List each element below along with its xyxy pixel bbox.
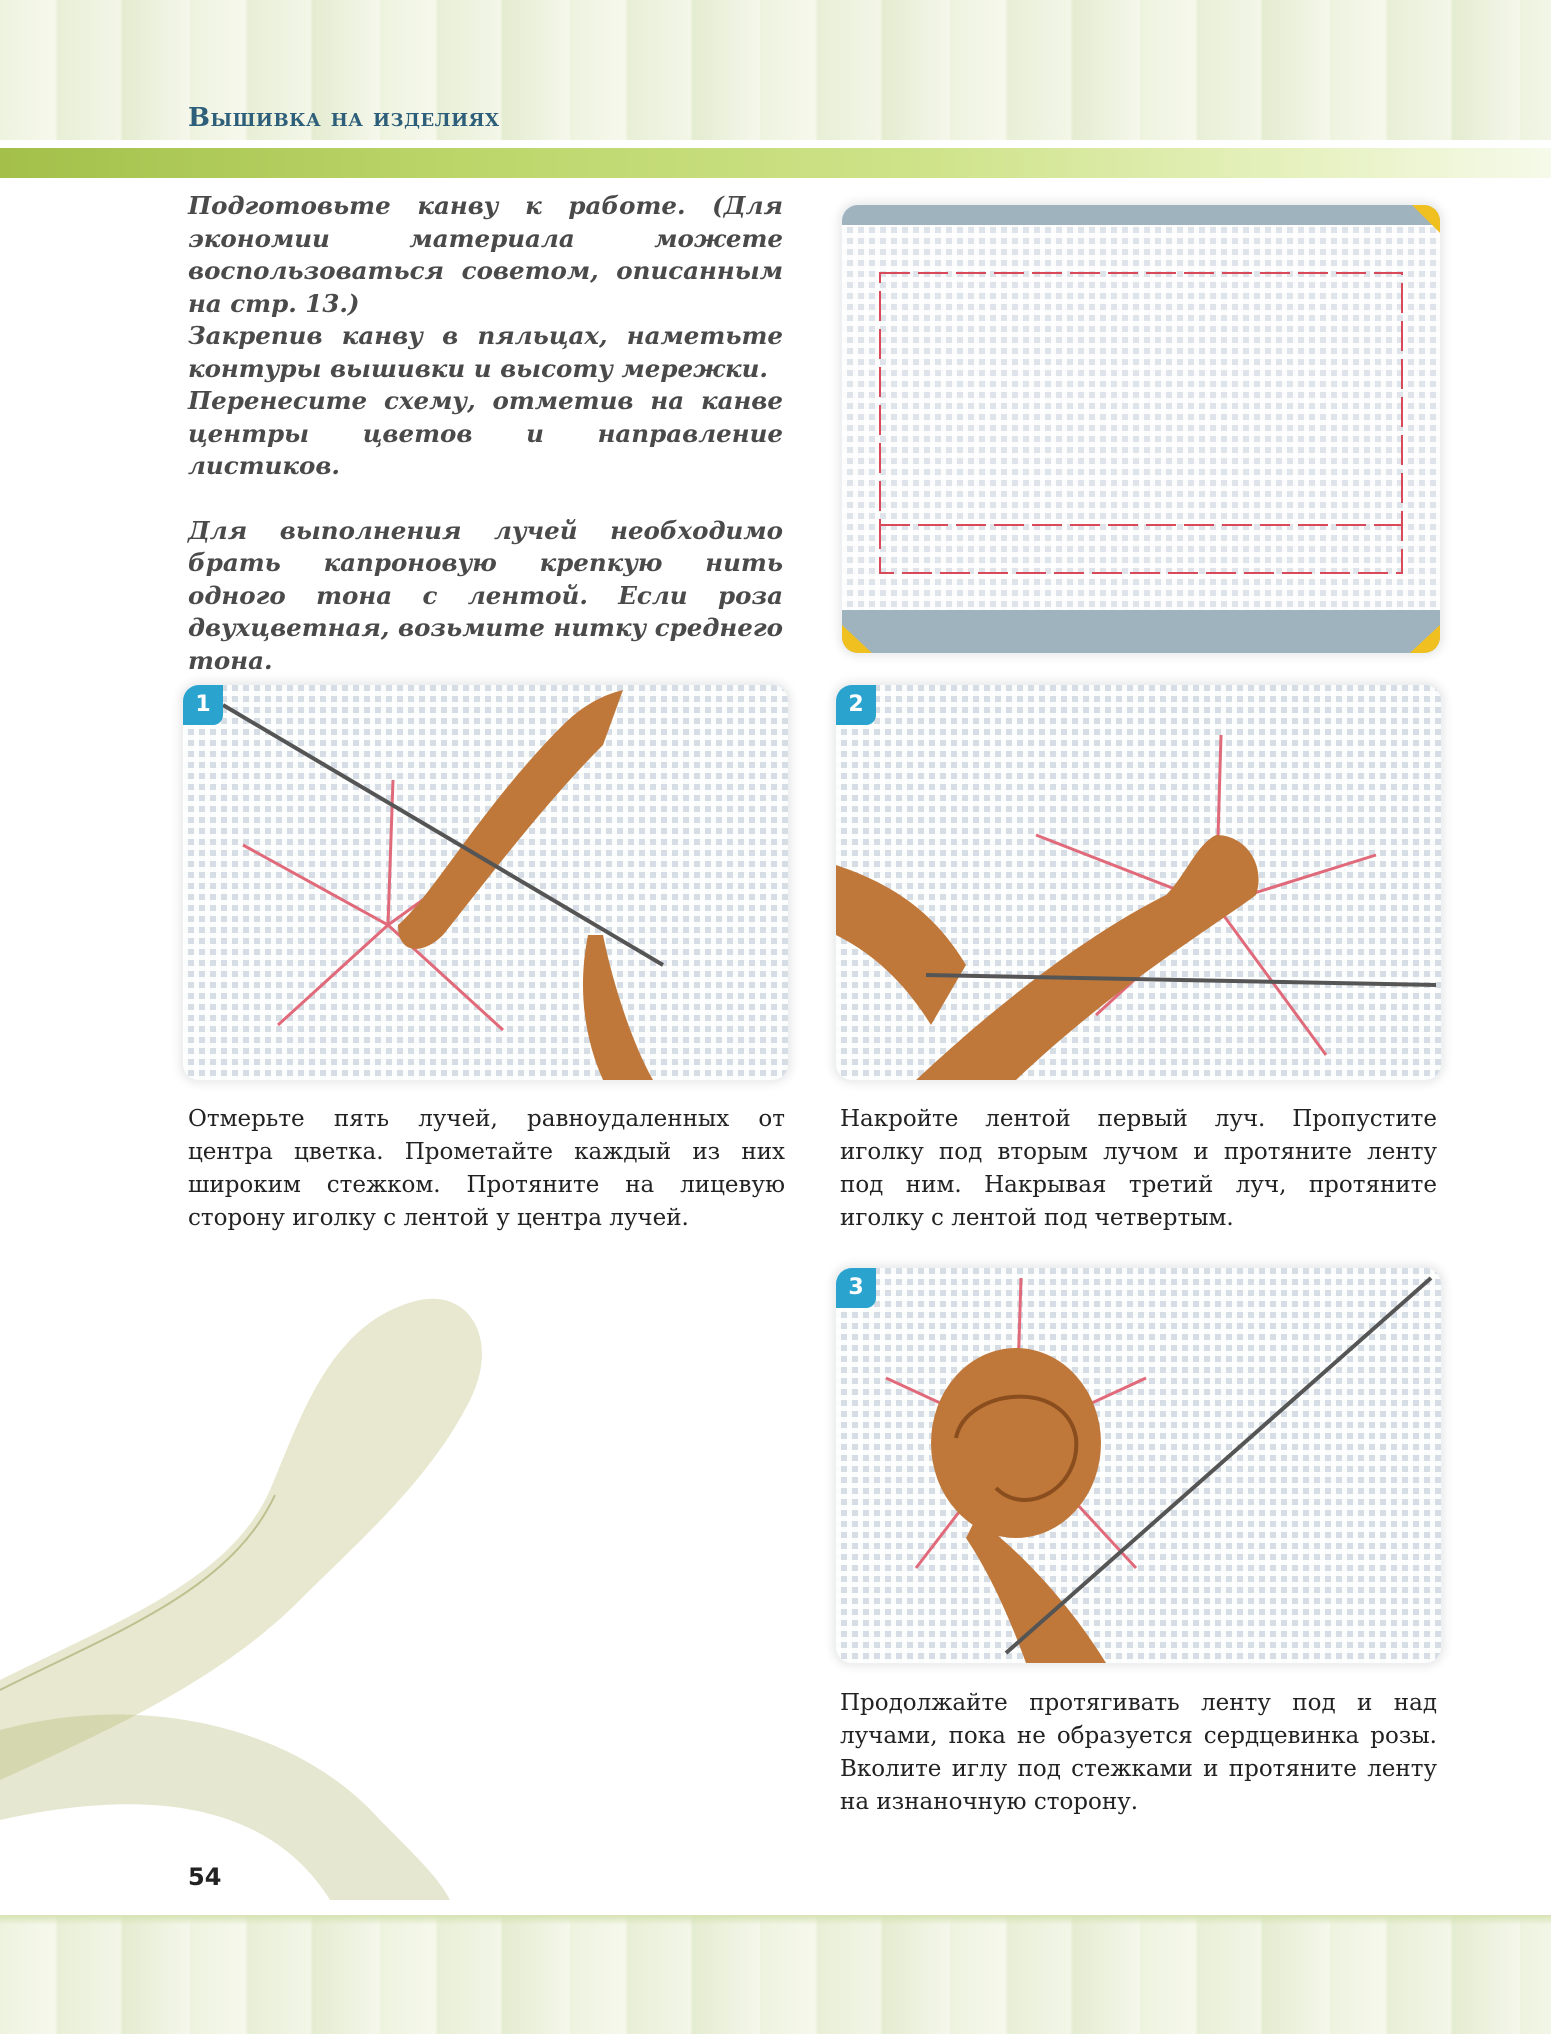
ribbon [916,835,1259,1080]
step-number-badge: 3 [836,1268,876,1308]
hoop-frame-top [842,205,1440,225]
step-1-photo [183,685,788,1080]
embroidery-outline [880,273,1402,573]
ribbon-tail [966,1518,1106,1663]
ribbon-tail [583,935,653,1080]
organza-ribbon-image [0,1260,500,1900]
section-title: Вышивка на изделиях [188,103,500,133]
intro-paragraph: Перенесите схему, отметив на канве центры цветов и направление листиков. [188,386,783,480]
canvas-outline-drawing [842,205,1440,653]
header-green-bar [0,148,1551,178]
step-number-badge: 2 [836,685,876,725]
step-3-caption: Продолжайте протягивать ленту под и над лучами, пока не образуется сердцевинка розы. Вколите иглу под стежками и протяните ленту на изнаночную сторону. [840,1690,1437,1815]
intro-paragraph: Подготовьте канву к работе. (Для экономии материала можете воспользоваться советом, описанным на стр. 13.) [188,191,783,318]
canvas-preparation-photo [842,205,1440,653]
intro-text [188,190,783,677]
step-1-caption: Отмерьте пять лучей, равноудаленных от центра цветка. Прометайте каждый из них широким стежком. Протяните на лицевую сторону иголку с лентой у центра лучей. [188,1106,785,1231]
step-2-illustration [836,685,1441,1080]
step-2-photo [836,685,1441,1080]
step-3-illustration [836,1268,1441,1663]
ribbon [398,690,623,949]
page-number: 54 [188,1863,222,1891]
bottom-wood-band [0,1915,1551,2034]
needle [926,975,1436,985]
step-2-caption: Накройте лентой первый луч. Пропустите иголку под вторым лучом и протяните ленту под ним. Накрывая третий луч, протяните иголку с лентой под четвертым. [840,1106,1437,1231]
step-1-illustration [183,685,788,1080]
step-3-photo [836,1268,1441,1663]
ribbon-left [836,865,966,1025]
intro-paragraph: Закрепив канву в пяльцах, наметьте контуры вышивки и высоту мережки. [188,321,783,383]
thread-rays [243,780,513,1030]
intro-paragraph: Для выполнения лучей необходимо брать капроновую крепкую нить одного тона с лентой. Если роза двухцветная, возьмите нитку среднего тона. [188,515,783,675]
hoop-frame-bottom [842,610,1440,653]
step-number-badge: 1 [183,685,223,725]
